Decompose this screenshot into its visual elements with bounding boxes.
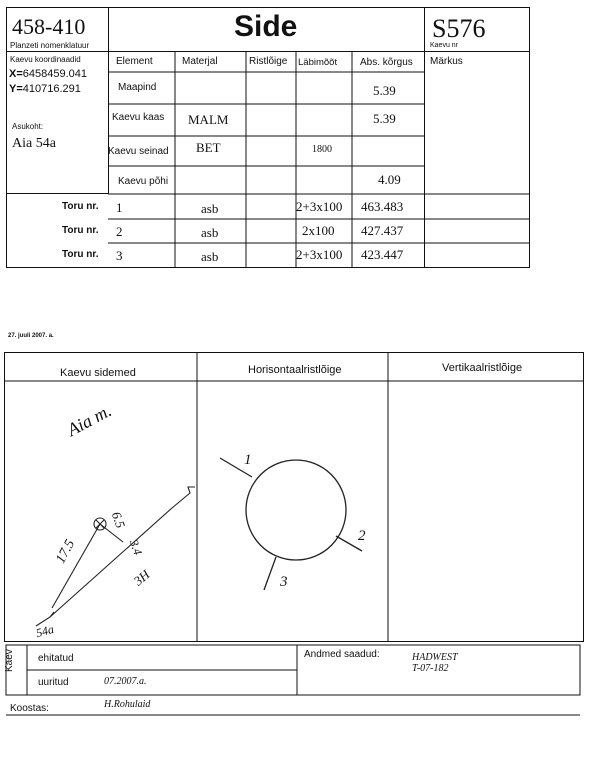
th-abs-height: Abs. kõrgus — [360, 57, 413, 68]
pipe2-height: 427.437 — [361, 223, 404, 238]
sheet-title: Side — [234, 10, 298, 43]
row-bottom-element: Kaevu põhi — [118, 176, 169, 187]
coords-label: Kaevu koordinaadid — [10, 55, 81, 64]
kaev-label: Kaev — [4, 649, 15, 672]
pipe2-sketch-label: 2 — [358, 528, 366, 544]
pipe2-label: Toru nr. — [62, 225, 99, 236]
section-vertical-title: Vertikaalristlõige — [442, 362, 523, 374]
checked-value: 07.2007.a. — [104, 676, 147, 687]
row-ground-height: 5.39 — [373, 83, 396, 98]
well-number-label: Kaevu nr — [430, 42, 459, 49]
section-horizontal-title: Horisontaalristlõige — [248, 364, 342, 376]
pipe3-label: Toru nr. — [62, 249, 99, 260]
row-cover-element: Kaevu kaas — [112, 112, 165, 123]
th-element: Element — [116, 56, 153, 67]
source-value-1: HADWEST — [412, 652, 458, 663]
location-value: Aia 54a — [12, 136, 56, 151]
pipe1-height: 463.483 — [361, 199, 404, 214]
pipe1-no: 1 — [116, 200, 123, 215]
row-walls-material: BET — [196, 140, 221, 155]
coord-x-value: 6458459.041 — [22, 68, 87, 80]
pipe1-label: Toru nr. — [62, 201, 99, 212]
sketch-street-label: Aia m. — [63, 400, 115, 440]
pipe1-sketch-label: 1 — [244, 452, 252, 468]
row-walls-element: Kaevu seinad — [108, 146, 169, 157]
row-cover-material: MALM — [188, 112, 229, 127]
row-cover-height: 5.39 — [373, 111, 396, 126]
row-bottom-height: 4.09 — [378, 172, 401, 187]
nomenclature-label: Planzeti nomenklatuur — [10, 41, 90, 50]
sketch-distance-b: 6.5 — [108, 509, 129, 531]
source-label: Andmed saadud: — [304, 649, 380, 660]
built-label: ehitatud — [38, 653, 74, 664]
sketch-distance-c: 3.4 — [126, 537, 146, 557]
well-number-value: S576 — [432, 14, 486, 43]
author-label: Koostas: — [10, 703, 49, 714]
th-remarks: Märkus — [430, 56, 463, 67]
date-note: 27. juuli 2007. a. — [8, 333, 54, 339]
pipe3-no: 3 — [116, 248, 123, 263]
pipe2-no: 2 — [116, 224, 123, 239]
pipe1-diameter: 2+3x100 — [296, 199, 343, 214]
sketch-corner-label: 54a — [34, 621, 56, 641]
pipe3-height: 423.447 — [361, 247, 404, 262]
pipe3-diameter: 2+3x100 — [296, 247, 343, 262]
section-ties-title: Kaevu sidemed — [60, 367, 136, 379]
sketch-building-label: 3H — [130, 566, 153, 589]
coord-y-prefix: Y= — [9, 83, 23, 95]
row-walls-diameter: 1800 — [312, 144, 332, 155]
pipe3-material: asb — [201, 249, 219, 264]
row-ground-element: Maapind — [118, 82, 157, 93]
th-diameter: Läbimõõt — [298, 57, 338, 68]
pipe2-diameter: 2x100 — [302, 223, 335, 238]
th-cross-section: Ristlõige — [249, 56, 288, 67]
coord-x-prefix: X= — [9, 68, 23, 80]
coord-y-value: 410716.291 — [22, 83, 81, 95]
sketch-distance-a: 17.5 — [53, 537, 79, 567]
pipe1-material: asb — [201, 201, 219, 216]
well-circle — [246, 460, 346, 560]
nomenclature-value: 458-410 — [12, 14, 86, 39]
pipe3-sketch-label: 3 — [280, 574, 288, 590]
checked-label: uuritud — [38, 677, 69, 688]
author-value: H.Rohulaid — [104, 699, 151, 710]
source-value-2: T-07-182 — [412, 663, 449, 674]
pipe2-material: asb — [201, 225, 219, 240]
th-material: Materjal — [182, 56, 218, 67]
location-label: Asukoht: — [12, 122, 44, 131]
